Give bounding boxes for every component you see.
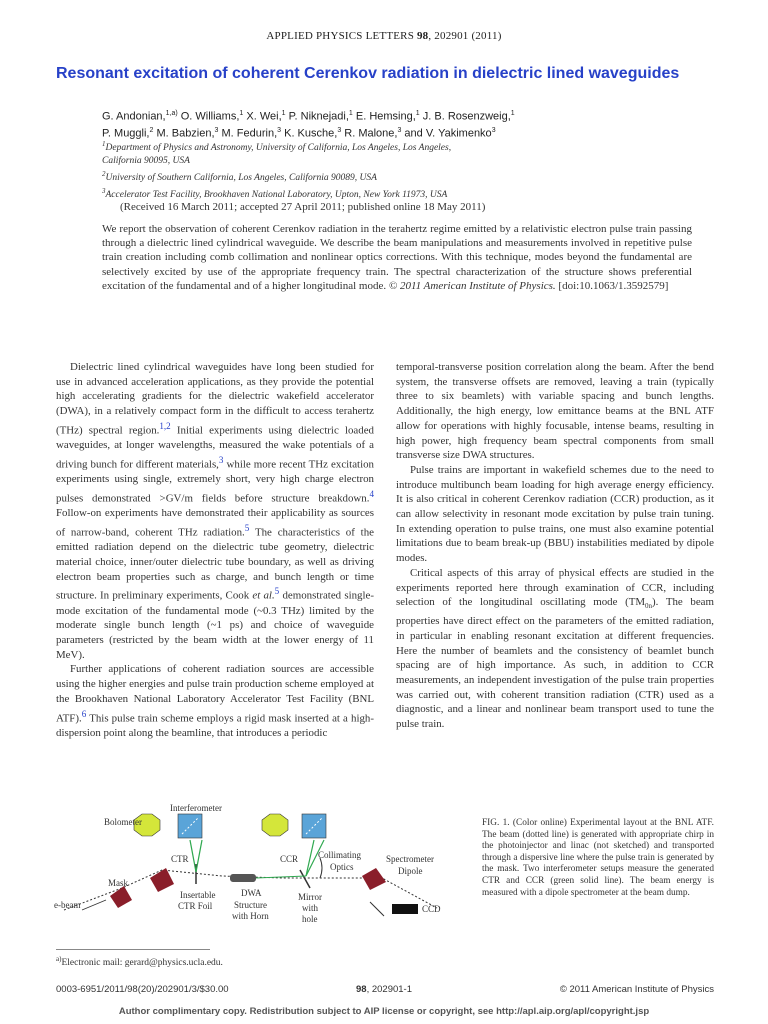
author-name: X. Wei, [243,110,282,123]
author-affiliation-mark: 1 [415,110,420,117]
journal-name: APPLIED PHYSICS LETTERS [266,30,415,42]
footnote [56,955,223,968]
footnote-mark: a) [56,955,62,963]
article-title: Resonant excitation of coherent Cerenkov radiation in dielectric lined waveguides [56,65,680,82]
bend-magnet-1 [110,886,132,908]
article-ids: 0003-6951/2011/98(20)/202901/3/$30.00 [56,984,229,995]
author-affiliation-mark: 2 [149,126,154,134]
label-spectrometer: Spectrometer [386,854,434,864]
label-dwa: DWA [241,888,262,898]
author-affiliation-mark: 1 [239,110,244,117]
author-name: E. Hemsing, [352,110,416,123]
bolometer-2 [262,814,288,836]
author-affiliation-mark: 1 [348,110,353,117]
author-affiliation-mark: 1 [510,110,515,117]
paragraph: Dielectric lined cylindrical waveguides have long been studied for use in advanced acceleration applications, as they provide the potential high accelerating gradients for the dielectric wakefield accelerator (DWA), in a relatively compact form in the difficult to access terahertz (THz) spectral region.$^{1,2}$ Initial experiments using dielectric loaded waveguides, at longer wavelengths, measured the wake potentials of a driving bunch for different materials,$^3$ while more recent THz excitation experiments using single, extremely short, very high charge electron pulses demonstrated >GV/m fields before structure breakdown.$^4$ Follow-on experiments have demonstrated their applicability as sources of narrow-band, coherent THz radiation.$^5$ The characteristics of the emitted radiation depend on the dielectric tube geometry, dielectric material choice, inner/outer dielectric tube boundary, as well as driving electron beam properties such as charge, and bunch length or time structure. In preliminary experiments, Cook et al.$^5$ demonstrated single-mode excitation of the fundamental mode (~0.3 THz) limited by the moderate single bunch length (~1 ps) and choice of waveguide parameters (restricted by the beam width at the lower energy of 11 MeV). [56,361,374,661]
received-dates: (Received 16 March 2011; accepted 27 April 2011; published online 18 May 2011) [120,201,486,213]
label-ccr: CCR [280,854,299,864]
dump-line [370,902,384,916]
figure-1-caption: FIG. 1. (Color online) Experimental layout at the BNL ATF. The beam (dotted line) is generated with appropriate chirp in the photoinjector and linac (not sketched) and transported through a dispersive line where the pulse train is generated by the mask. Two interferometer setups measure the generated CTR and CCR (green solid line). The beam energy is measured with a dipole spectrometer at the beam dump. [482,818,714,898]
paragraph: Pulse trains are important in wakefield schemes due to the need to introduce multibunch beam loading for high average energy efficiency. It is also critical in coherent Cerenkov radiation (CCR) production, as it can allow selectivity in resonant mode excitation by pulse train tuning. In extending operation to pulse trains, one must also examine potential limitations due to beam break-up (BBU) instabilities mediated by dipole modes. [396,463,714,565]
citation-ref[interactable]: 5 [244,522,250,533]
page-volume: 98 [356,984,367,995]
label-optics: Optics [330,862,354,872]
label-insertable: Insertable [180,890,216,900]
interferometer-2 [302,814,326,838]
label-mask: Mask [108,878,128,888]
affiliations [102,138,622,202]
author-name: and V. Yakimenko [401,127,492,140]
author-affiliation-mark: 3 [214,126,219,134]
label-ebeam: e-beam [54,900,81,910]
label-collimating: Collimating [318,850,362,860]
label-structure: Structure [234,900,267,910]
label-hole: hole [302,914,318,924]
author-affiliation-mark: 3 [491,126,496,134]
figure-1-diagram [52,798,472,938]
citation-ref[interactable]: 3 [218,454,224,465]
author-name: R. Malone, [341,127,398,140]
page-number [356,984,412,995]
citation-ref[interactable]: 1,2 [159,420,171,431]
citation-ref[interactable]: 4 [369,488,374,499]
ebeam-arrow [82,900,106,910]
label-with: with [302,903,319,913]
ctr-ray [190,840,196,872]
affiliation: $^2$University of Southern California, Los Angeles, California 90089, USA [102,170,377,184]
label-ctr: CTR [171,854,189,864]
author-affiliation-mark: 3 [397,126,402,134]
author-affiliation-mark: 1 [281,110,286,117]
affiliation: $^3$Accelerator Test Facility, Brookhaven National Laboratory, Upton, New York 11973, USA [102,187,448,201]
label-ccd: CCD [422,904,441,914]
citation-ref[interactable]: 5 [274,586,280,597]
footnote-rule [56,949,210,950]
author-name: P. Muggli, [102,127,150,140]
author-name: J. B. Rosenzweig, [419,110,511,123]
author-name: G. Andonian, [102,110,166,123]
abstract-text: We report the observation of coherent Cerenkov radiation in the terahertz regime emitted by a relativistic electron pulse train passing through a dielectric lined cylindrical waveguide. We describe the beam manipulations and measurements involved in repetitive pulse train creation including comb collimation and nonlinear optics corrections. With this technique, modes beyond the fundamental are selectively excited by use of the appropriate frequency train. The spectral characterization of the structure shows preferential excitation of the fundamental and of a higher longitudinal mode. [102,223,692,292]
dwa-structure [230,874,256,882]
spectrometer-dipole-magnet [362,868,386,890]
author-name: O. Williams, [177,110,240,123]
right-column [396,360,714,732]
label-bolometer: Bolometer [104,817,142,827]
author-affiliation-mark: 3 [277,126,282,134]
running-head: APPLIED PHYSICS LETTERS 98, 202901 (2011) [266,30,502,42]
author-list [102,107,702,140]
ctr-ray [196,840,202,872]
author-name: M. Babzien, [153,127,215,140]
article-number: 202901 (2011) [434,30,502,42]
copyright-notice[interactable]: Author complimentary copy. Redistribution subject to AIP license or copyright, see http://apl.aip.org/apl/copyright.jsp [118,1006,650,1017]
doi-link[interactable]: [doi:10.1063/1.3592579] [558,279,669,292]
abstract-copyright: © 2011 American Institute of Physics. [388,279,556,292]
label-mirror: Mirror [298,892,322,902]
author-line-1 [102,107,702,124]
paragraph: Critical aspects of this array of physical effects are studied in the experiments reported here through examination of CCR, including selection of the longitudinal oscillating mode $(TM_{0n})$. The beam properties have direct effect on the parameters of the emitted radiation, in particular in enabling resonant excitation at different frequencies. Here the number of beamlets and the consistency of beamlet bunch spacing are of high importance. As such, in addition to CCR measurements, an independent investigation of the pulse train properties was carried out, with coherent transition radiation (CTR) used as a diagnostic, and a linear and nonlinear beam transport used to tune the pulse train. [396,566,714,731]
abstract [102,222,692,293]
mirror-with-hole [300,870,310,888]
label-dipole: Dipole [398,866,423,876]
label-with-horn: with Horn [232,911,269,921]
interferometer-1 [178,814,202,838]
ccr-ray [306,840,314,876]
ccd-camera [392,904,418,914]
paragraph: temporal-transverse position correlation along the beam. After the bend system, the transverse offsets are removed, leaving a train (typically three to six beamlets) with variable spacing and bunch lengths. Additionally, the high energy, low emittance beams at the BNL ATF allow for operations with highly focusable, intense beams, resulting in high power, high frequency beam spectral components from small transverse size DWA structures. [396,361,714,462]
author-name: K. Kusche, [281,127,338,140]
label-ctr-foil: CTR Foil [178,901,213,911]
affiliation: California 90095, USA [102,156,190,167]
footer-copyright: © 2011 American Institute of Physics [559,984,714,995]
author-name: M. Fedurin, [218,127,278,140]
author-affiliation-mark: 1,a) [165,110,178,117]
left-column [56,360,374,741]
page-id: , 202901-1 [366,984,413,995]
journal-volume: 98 [416,30,429,42]
citation-ref[interactable]: 6 [81,708,87,719]
bend-magnet-2 [150,868,174,892]
footnote-text: Electronic mail: gerard@physics.ucla.edu. [61,958,223,969]
paragraph: Further applications of coherent radiation sources are accessible using the higher energies and pulse train production scheme employed at the Brookhaven National Laboratory Accelerator Test Facility (BNL ATF).$^6$ This pulse train scheme employs a rigid mask inserted at a high-dispersion point along the beamline, that introduces a periodic [56,663,374,739]
label-interferometer: Interferometer [170,803,222,813]
collimating-optics [320,858,322,878]
author-name: P. Niknejadi, [285,110,349,123]
author-affiliation-mark: 3 [337,126,342,134]
affiliation: $^1$Department of Physics and Astronomy, University of California, Los Angeles, Los Angeles, [102,140,452,154]
